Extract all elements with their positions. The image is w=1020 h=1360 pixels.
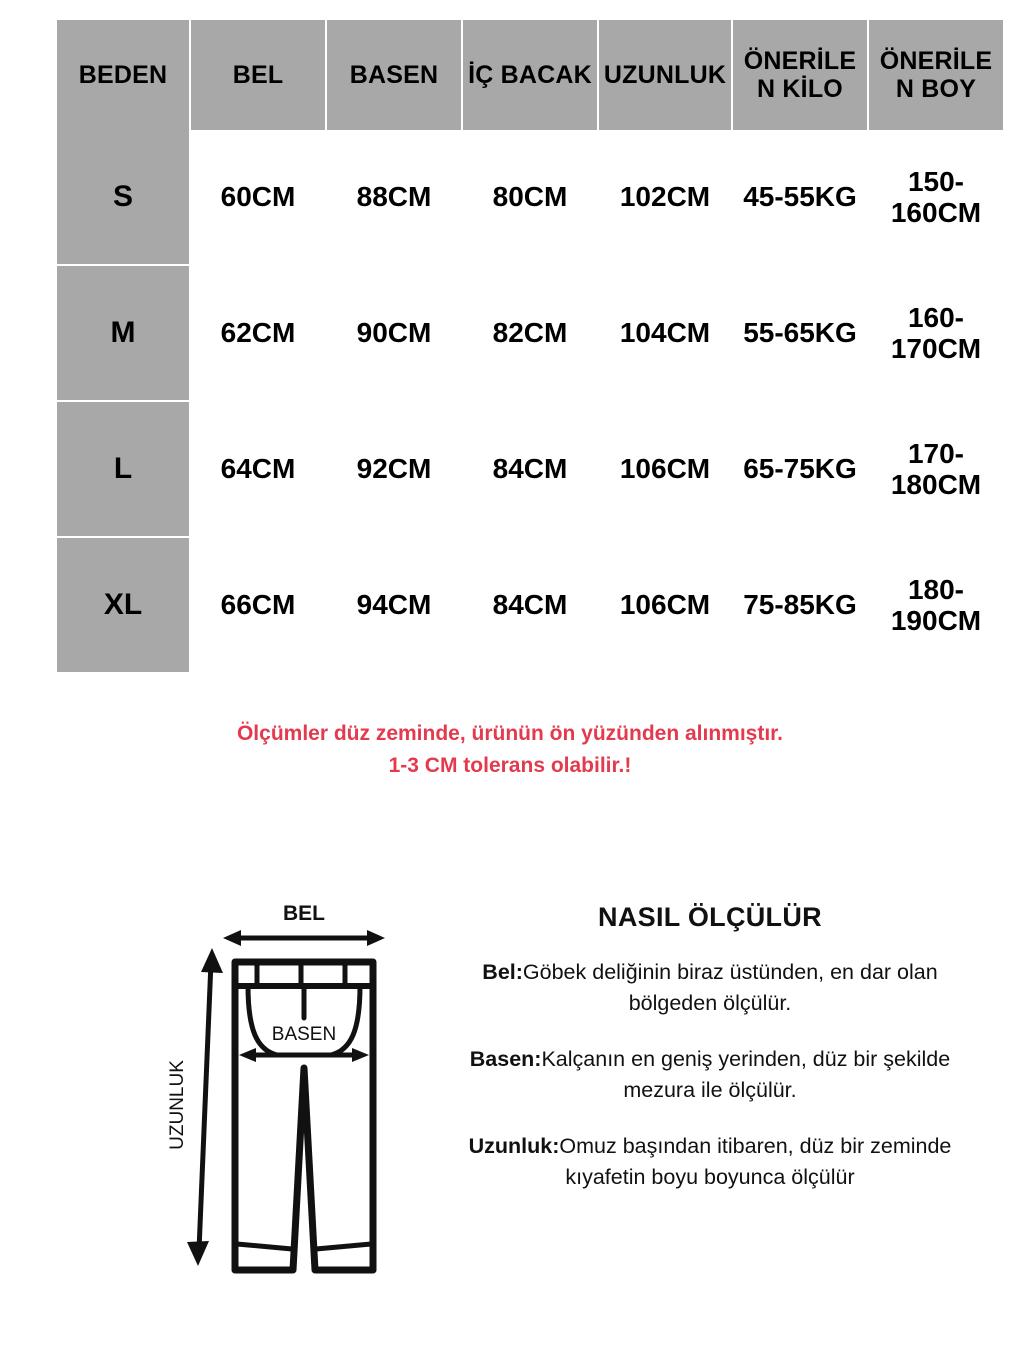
diagram-label-basen: BASEN bbox=[271, 1024, 337, 1045]
table-row bbox=[57, 266, 1003, 402]
cell-basen: 88CM bbox=[327, 130, 463, 266]
column-header-onerilen-boy: ÖNERİLEN BOY bbox=[869, 20, 1003, 130]
size-chart-table-container bbox=[57, 20, 993, 672]
cell-onerilen-boy: 160-170CM bbox=[869, 266, 1003, 402]
measurement-note bbox=[0, 718, 1020, 781]
cell-uzunluk: 104CM bbox=[599, 266, 733, 402]
cell-basen: 92CM bbox=[327, 402, 463, 538]
how-to-item-uzunluk bbox=[440, 1131, 980, 1192]
bel-measure-arrow bbox=[223, 930, 385, 946]
cell-onerilen-boy: 170-180CM bbox=[869, 402, 1003, 538]
note-line-2: 1-3 CM tolerans olabilir.! bbox=[388, 753, 632, 777]
cell-ic-bacak: 80CM bbox=[463, 130, 599, 266]
how-to-measure-title: NASIL ÖLÇÜLÜR bbox=[598, 902, 822, 932]
cell-size: L bbox=[57, 402, 191, 538]
pants-measurement-illustration bbox=[165, 900, 425, 1300]
how-to-measure-section bbox=[0, 890, 1020, 1310]
column-header-ic-bacak: İÇ BACAK bbox=[463, 20, 599, 130]
table-header bbox=[57, 20, 1003, 130]
cell-size: M bbox=[57, 266, 191, 402]
cell-onerilen-kilo: 45-55KG bbox=[733, 130, 869, 266]
how-to-item-bel-lead: Bel: bbox=[482, 960, 523, 984]
pants-diagram bbox=[165, 900, 425, 1300]
column-header-uzunluk: UZUNLUK bbox=[599, 20, 733, 130]
table-row bbox=[57, 538, 1003, 672]
column-header-bel: BEL bbox=[191, 20, 327, 130]
cell-size: S bbox=[57, 130, 191, 266]
uzunluk-measure-arrow bbox=[187, 948, 223, 1266]
cell-ic-bacak: 84CM bbox=[463, 402, 599, 538]
cell-ic-bacak: 82CM bbox=[463, 266, 599, 402]
cell-onerilen-kilo: 75-85KG bbox=[733, 538, 869, 672]
cell-onerilen-kilo: 65-75KG bbox=[733, 402, 869, 538]
cell-size: XL bbox=[57, 538, 191, 672]
table-header-row bbox=[57, 20, 1003, 130]
column-header-basen: BASEN bbox=[327, 20, 463, 130]
table-row bbox=[57, 402, 1003, 538]
cell-onerilen-kilo: 55-65KG bbox=[733, 266, 869, 402]
how-to-item-basen-text: Kalçanın en geniş yerinden, düz bir şekilde mezura ile ölçülür. bbox=[541, 1047, 951, 1102]
size-chart-table bbox=[57, 20, 1003, 672]
how-to-measure-text bbox=[440, 902, 980, 1218]
note-line-1: Ölçümler düz zeminde, ürünün ön yüzünden alınmıştır. bbox=[236, 722, 784, 745]
column-header-onerilen-kilo: ÖNERİLEN KİLO bbox=[733, 20, 869, 130]
cell-uzunluk: 106CM bbox=[599, 402, 733, 538]
how-to-item-uzunluk-text: Omuz başından itibaren, düz bir zeminde kıyafetin boyu boyunca ölçülür bbox=[559, 1134, 952, 1189]
how-to-item-bel-text: Göbek deliğinin biraz üstünden, en dar olan bölgeden ölçülür. bbox=[522, 960, 938, 1015]
basen-measure-arrow bbox=[239, 1048, 369, 1062]
cell-basen: 94CM bbox=[327, 538, 463, 672]
cell-uzunluk: 102CM bbox=[599, 130, 733, 266]
cell-uzunluk: 106CM bbox=[599, 538, 733, 672]
cell-onerilen-boy: 150-160CM bbox=[869, 130, 1003, 266]
cell-onerilen-boy: 180-190CM bbox=[869, 538, 1003, 672]
how-to-item-basen-lead: Basen: bbox=[469, 1047, 542, 1072]
table-row bbox=[57, 130, 1003, 266]
how-to-item-uzunluk-lead: Uzunluk: bbox=[468, 1134, 560, 1159]
diagram-label-uzunluk: UZUNLUK bbox=[167, 1060, 188, 1150]
cell-basen: 90CM bbox=[327, 266, 463, 402]
cell-bel: 64CM bbox=[191, 402, 327, 538]
how-to-item-bel bbox=[440, 957, 980, 1018]
cell-bel: 66CM bbox=[191, 538, 327, 672]
cell-bel: 60CM bbox=[191, 130, 327, 266]
diagram-label-bel: BEL bbox=[283, 902, 325, 925]
cell-bel: 62CM bbox=[191, 266, 327, 402]
cell-ic-bacak: 84CM bbox=[463, 538, 599, 672]
how-to-item-basen bbox=[440, 1044, 980, 1105]
table-body bbox=[57, 130, 1003, 672]
column-header-beden: BEDEN bbox=[57, 20, 191, 130]
